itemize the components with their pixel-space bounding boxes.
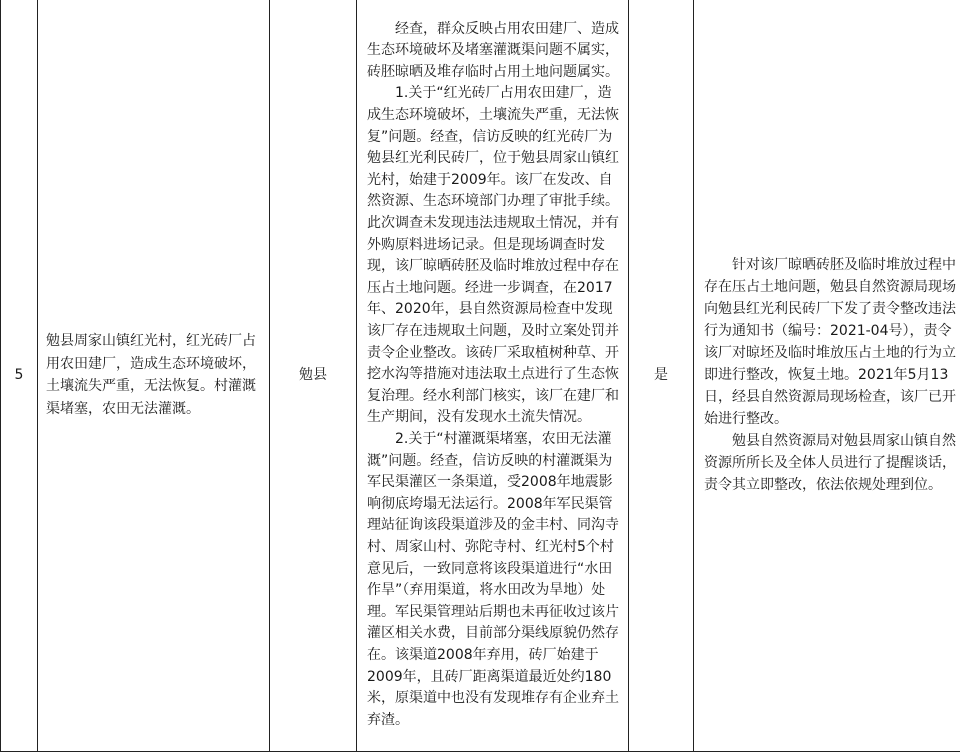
- issue-text: 勉县周家山镇红光村，红光砖厂占用农田建厂，造成生态环境破坏，土壤流失严重，无法恢复。村灌溉渠堵塞，农田无法灌溉。: [46, 330, 263, 420]
- handling-cell: [694, 0, 960, 752]
- investigation-paragraph: 2.关于“村灌溉渠堵塞，农田无法灌溉”问题。经查，信访反映的村灌溉渠为军民渠灌区一条渠道，受2008年地震影响彻底垮塌无法运行。2008年军民渠管理站征询该段渠道涉及的金丰村、同沟寺村、周家山村、弥陀寺村、红光村5个村意见后，一致同意将该段渠道进行“水田作旱”（弃用渠道，将水田改为旱地）处理。军民渠管理站后期也未再征收过该片灌区相关水费，目前部分渠线原貌仍然存在。该渠道2008年弃用，砖厂始建于2009年，且砖厂距离渠道最近处约180米，原渠道中也没有发现堆存有企业弃土弃渣。: [367, 429, 620, 731]
- row-number-cell: [1, 0, 38, 752]
- handling-paragraph: 勉县自然资源局对勉县周家山镇自然资源所所长及全体人员进行了提醒谈话，责令其立即整改，依法依规处理到位。: [704, 430, 960, 496]
- issue-cell: [38, 0, 270, 752]
- is-true-cell: [629, 0, 694, 752]
- investigation-paragraph: 经查，群众反映占用农田建厂、造成生态环境破坏及堵塞灌溉渠问题不属实，砖胚晾晒及堆存临时占用土地问题属实。: [367, 19, 620, 84]
- investigation-paragraph: 1.关于“红光砖厂占用农田建厂，造成生态环境破坏，土壤流失严重，无法恢复”问题。经查，信访反映的红光砖厂为勉县红光利民砖厂，位于勉县周家山镇红光村，始建于2009年。该厂在发改、自然资源、生态环境部门办理了审批手续。此次调查未发现违法违规取土情况，并有外购原料进场记录。但是现场调查时发现，该厂晾晒砖胚及临时堆放过程中存在压占土地问题。经进一步调查，在2017年、2020年，县自然资源局检查中发现该厂存在违规取土问题，及时立案处罚并责令企业整改。该砖厂采取植树种草、开挖水沟等措施对违法取土点进行了生态恢复治理。经水利部门核实，该厂在建厂和生产期间，没有发现水土流失情况。: [367, 83, 620, 429]
- row-number: 5: [15, 367, 24, 383]
- is-true-text: 是: [654, 367, 668, 383]
- investigation-cell: [357, 0, 629, 752]
- area-cell: [270, 0, 357, 752]
- table-row: [1, 0, 960, 752]
- area-text: 勉县: [299, 367, 327, 383]
- handling-paragraph: 针对该厂晾晒砖胚及临时堆放过程中存在压占土地问题，勉县自然资源局现场向勉县红光利民砖厂下发了责令整改违法行为通知书（编号：2021-04号），责令该厂对晾坯及临时堆放压占土地的行为立即进行整改，恢复土地。2021年5月13日，经县自然资源局现场检查，该厂已开始进行整改。: [704, 254, 960, 430]
